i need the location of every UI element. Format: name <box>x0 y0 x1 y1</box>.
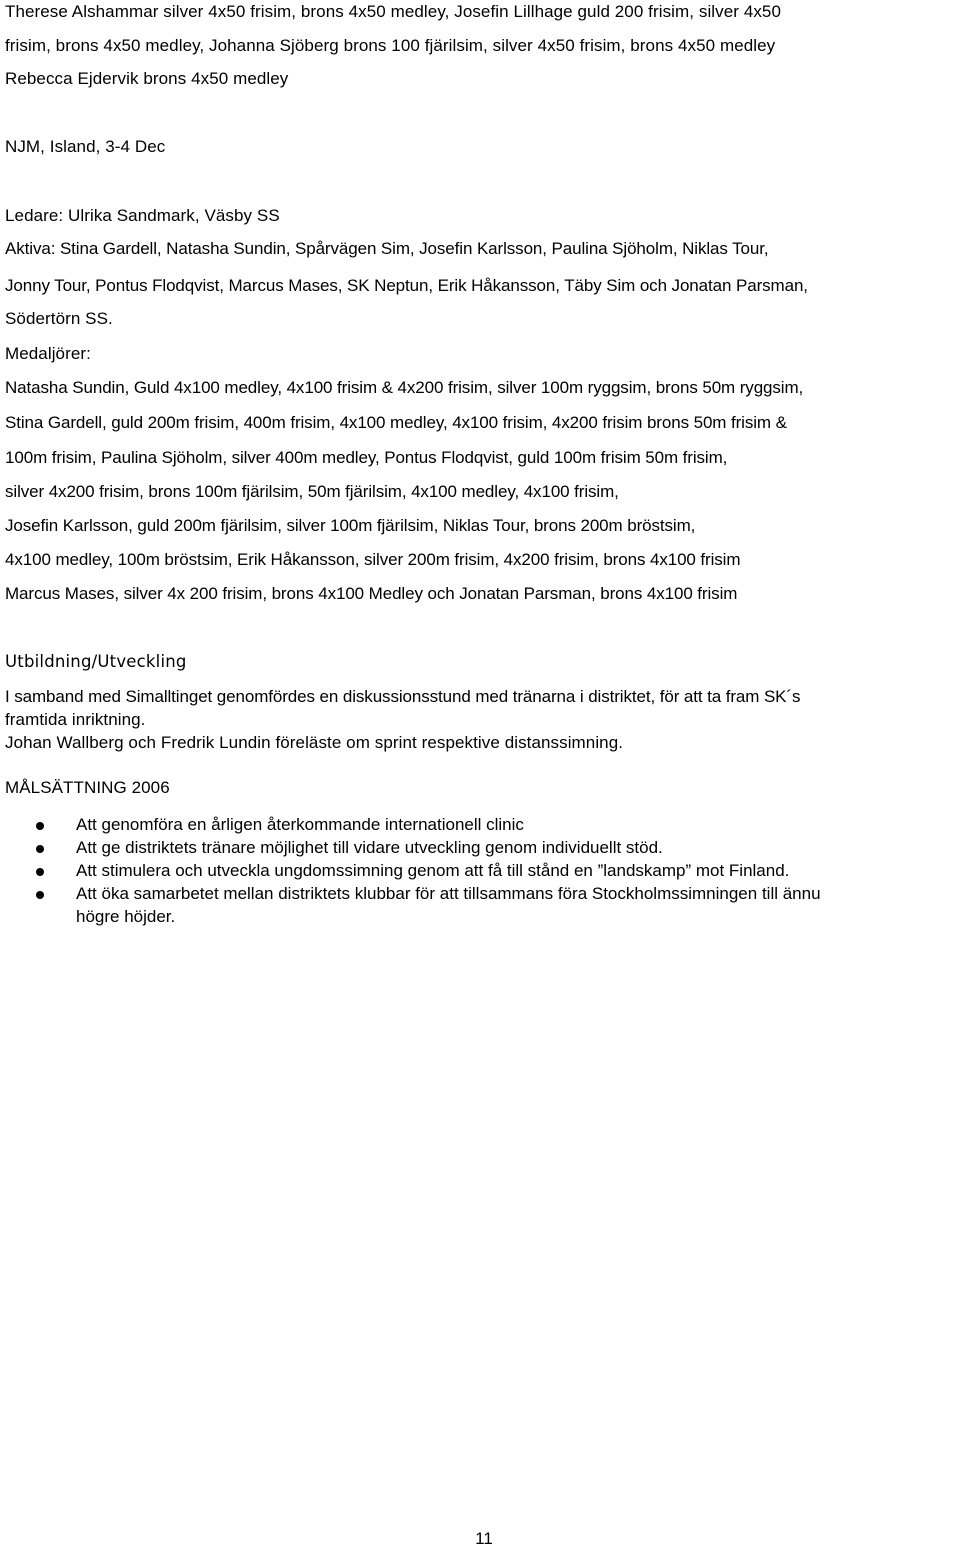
active-line-2: Jonny Tour, Pontus Flodqvist, Marcus Mases, SK Neptun, Erik Håkansson, Täby Sim och Jonatan Parsman, <box>5 276 808 295</box>
medal-line-7: Marcus Mases, silver 4x 200 frisim, brons 4x100 Medley och Jonatan Parsman, brons 4x100 frisim <box>5 584 738 603</box>
medal-line-2: Stina Gardell, guld 200m frisim, 400m frisim, 4x100 medley, 4x100 frisim, 4x200 frisim brons 50m frisim & <box>5 413 787 432</box>
active-line-1: Aktiva: Stina Gardell, Natasha Sundin, Spårvägen Sim, Josefin Karlsson, Paulina Sjöholm, Niklas Tour, <box>5 239 769 258</box>
medal-line-4: silver 4x200 frisim, brons 100m fjärilsim, 50m fjärilsim, 4x100 medley, 4x100 frisim, <box>5 482 619 501</box>
bullet-icon <box>36 822 44 830</box>
goal-item-3: Att stimulera och utveckla ungdomssimning genom att få till stånd en ”landskamp” mot Finland. <box>76 861 790 880</box>
medal-line-1: Natasha Sundin, Guld 4x100 medley, 4x100 frisim & 4x200 frisim, silver 100m ryggsim, brons 50m ryggsim, <box>5 378 804 397</box>
page-number: 11 <box>475 1529 493 1548</box>
medal-line-5: Josefin Karlsson, guld 200m fjärilsim, silver 100m fjärilsim, Niklas Tour, brons 200m bröstsim, <box>5 516 696 535</box>
goals-heading: MÅLSÄTTNING 2006 <box>5 778 170 797</box>
intro-line-1: Therese Alshammar silver 4x50 frisim, brons 4x50 medley, Josefin Lillhage guld 200 frisim, silver 4x50 <box>5 2 782 21</box>
goal-item-4: Att öka samarbetet mellan distriktets klubbar för att tillsammans föra Stockholmssimningen till ännu <box>76 884 821 903</box>
bullet-icon <box>36 868 44 876</box>
intro-line-2: frisim, brons 4x50 medley, Johanna Sjöberg brons 100 fjärilsim, silver 4x50 frisim, brons 4x50 medley <box>5 36 776 55</box>
leaders-line: Ledare: Ulrika Sandmark, Väsby SS <box>5 206 280 225</box>
education-line-2: framtida inriktning. <box>5 710 146 729</box>
medalists-label: Medaljörer: <box>5 344 91 363</box>
medal-line-6: 4x100 medley, 100m bröstsim, Erik Håkansson, silver 200m frisim, 4x200 frisim, brons 4x100 frisim <box>5 550 741 569</box>
bullet-icon <box>36 891 44 899</box>
intro-line-3: Rebecca Ejdervik brons 4x50 medley <box>5 69 289 88</box>
active-line-3: Södertörn SS. <box>5 309 113 328</box>
education-heading: Utbildning/Utveckling <box>5 652 187 671</box>
goal-item-1: Att genomföra en årligen återkommande internationell clinic <box>76 815 524 834</box>
event-heading: NJM, Island, 3-4 Dec <box>5 137 166 156</box>
education-line-3: Johan Wallberg och Fredrik Lundin föreläste om sprint respektive distanssimning. <box>5 733 624 752</box>
education-line-1: I samband med Simalltinget genomfördes en diskussionsstund med tränarna i distriktet, för att ta fram SK´s <box>5 687 801 706</box>
bullet-icon <box>36 845 44 853</box>
goal-item-2: Att ge distriktets tränare möjlighet till vidare utveckling genom individuellt stöd. <box>76 838 663 857</box>
medal-line-3: 100m frisim, Paulina Sjöholm, silver 400m medley, Pontus Flodqvist, guld 100m frisim 50m frisim, <box>5 448 728 467</box>
goal-item-4-continued: högre höjder. <box>76 907 176 926</box>
